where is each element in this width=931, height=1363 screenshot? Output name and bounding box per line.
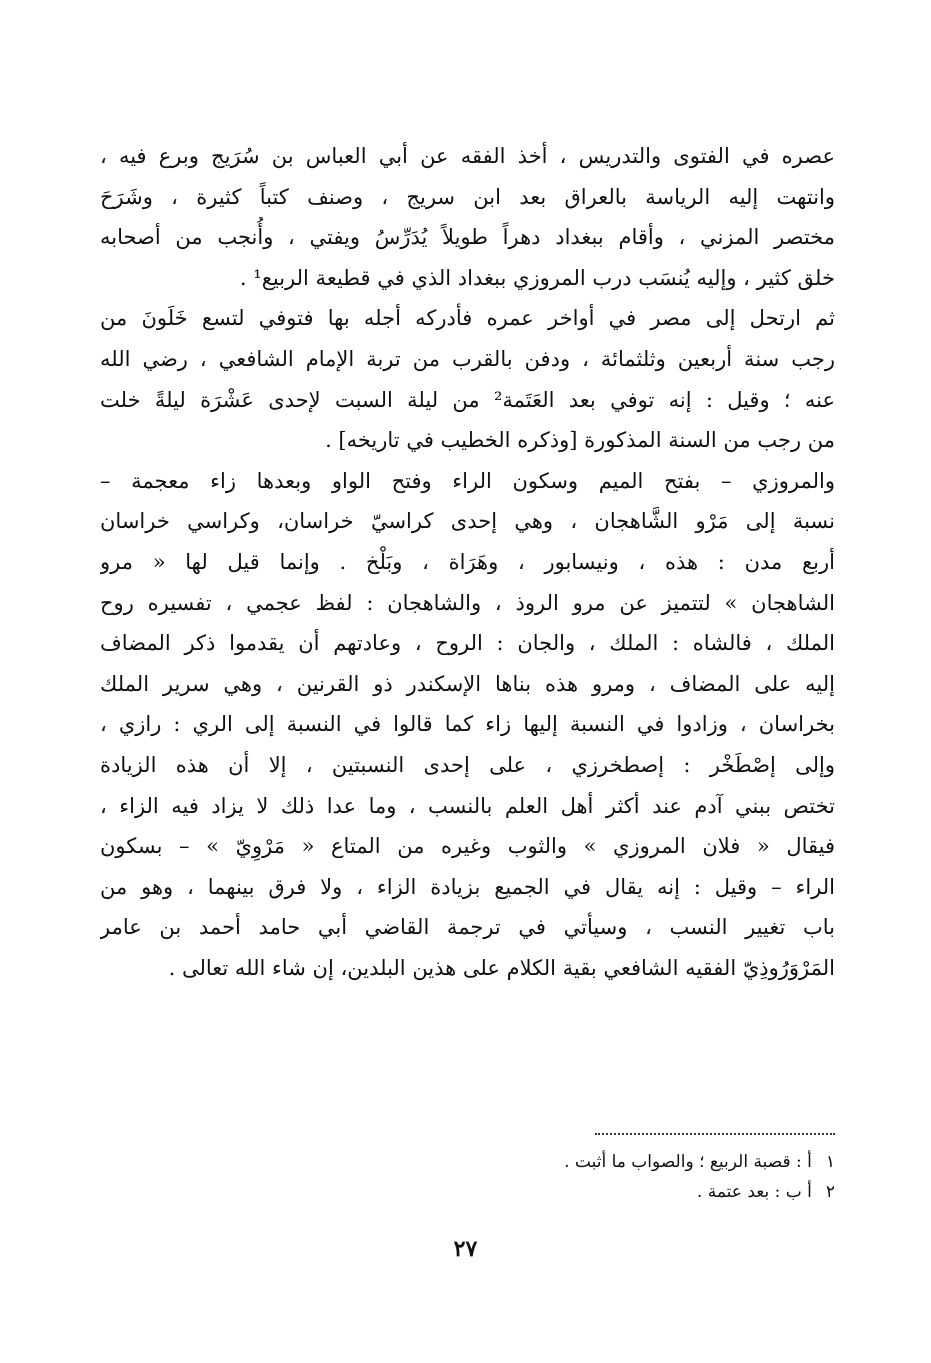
footnote [420,1177,835,1207]
text-line: ثم ارتحل إلى مصر في أواخر عمره فأدركه أجله بها فتوفي لتسع خَلَونَ من [100,306,835,331]
text-line: وإلى إصْطَخْر : إصطخرزي ، على إحدى النسبتين ، إلا أن هذه الزيادة [100,752,835,777]
text-line: الراء – وقيل : إنه يقال في الجميع بزيادة الزاء ، ولا فرق بينهما ، وهو من [100,874,835,899]
text-line: تختص ببني آدم عند أكثر أهل العلم بالنسب ، وما عدا ذلك لا يزاد فيه الزاء ، [100,793,835,818]
main-text [100,136,835,988]
footnote-separator [595,1133,835,1135]
text-line: إليه على المضاف ، ومرو هذه بناها الإسكندر ذو القرنين ، وهي سرير الملك [100,671,835,696]
text-line: أربع مدن : هذه ، ونيسابور ، وهَرَاة ، وبَلْخ . وإنما قيل لها « مرو [100,549,835,574]
text-line: الملك ، فالشاه : الملك ، والجان : الروح ، وعادتهم أن يقدموا ذكر المضاف [100,631,835,656]
footnote [420,1147,835,1177]
text-line: عصره في الفتوى والتدريس ، أخذ الفقه عن أبي العباس بن سُرَيج وبرع فيه ، [100,144,835,168]
footnotes [420,1147,835,1207]
text-line: خلق كثير ، وإليه يُنسَب درب المروزي ببغداد الذي في قطيعة الربيع¹ . [239,265,835,290]
text-line: رجب سنة أربعين وثلثمائة ، ودفن بالقرب من تربة الإمام الشافعي ، رضي الله [100,346,835,371]
text-line: فيقال « فلان المروزي » والثوب وغيره من المتاع « مَرْوِيّ » – بسكون [100,834,835,859]
page-number: ٢٧ [453,1236,478,1262]
text-line: وانتهت إليه الرياسة بالعراق بعد ابن سريج ، وصنف كتباً كثيرة ، وشَرَحَ [100,184,835,209]
footnote-number: ١ [825,1152,835,1172]
text-line: بخراسان ، وزادوا في النسبة إليها زاء كما قالوا في النسبة إلى الري : رازي ، [100,712,835,737]
footnote-number: ٢ [825,1182,835,1202]
text-line: من رجب من السنة المذكورة [وذكره الخطيب في تاريخه] . [325,428,835,453]
footnote-text: أ ب : بعد عتمة . [696,1182,812,1202]
text-line: الشاهجان » لتتميز عن مرو الروذ ، والشاهجان : لفظ عجمي ، تفسيره روح [100,590,835,615]
text-line: مختصر المزني ، وأقام ببغداد دهراً طويلاً يُدَرِّسُ ويفتي ، وأُنجب من أصحابه [100,225,835,250]
text-line: عنه ؛ وقيل : إنه توفي بعد العَتَمة² من ليلة السبت لإحدى عَشْرَة ليلةً خلت [100,387,835,412]
text-line: باب تغيير النسب ، وسيأتي في ترجمة القاضي أبي حامد أحمد بن عامر [100,915,835,940]
text-line: والمروزي – بفتح الميم وسكون الراء وفتح الواو وبعدها زاء معجمة – [100,468,835,493]
text-line: المَرْوَرُوذِيّ الفقيه الشافعي بقية الكلام على هذين البلدين، إن شاء الله تعالى . [168,955,835,980]
text-line: نسبة إلى مَرْو الشَّاهجان ، وهي إحدى كراسيّ خراسان، وكراسي خراسان [100,509,835,534]
footnote-text: أ : قصبة الربيع ؛ والصواب ما أثبت . [564,1152,812,1172]
